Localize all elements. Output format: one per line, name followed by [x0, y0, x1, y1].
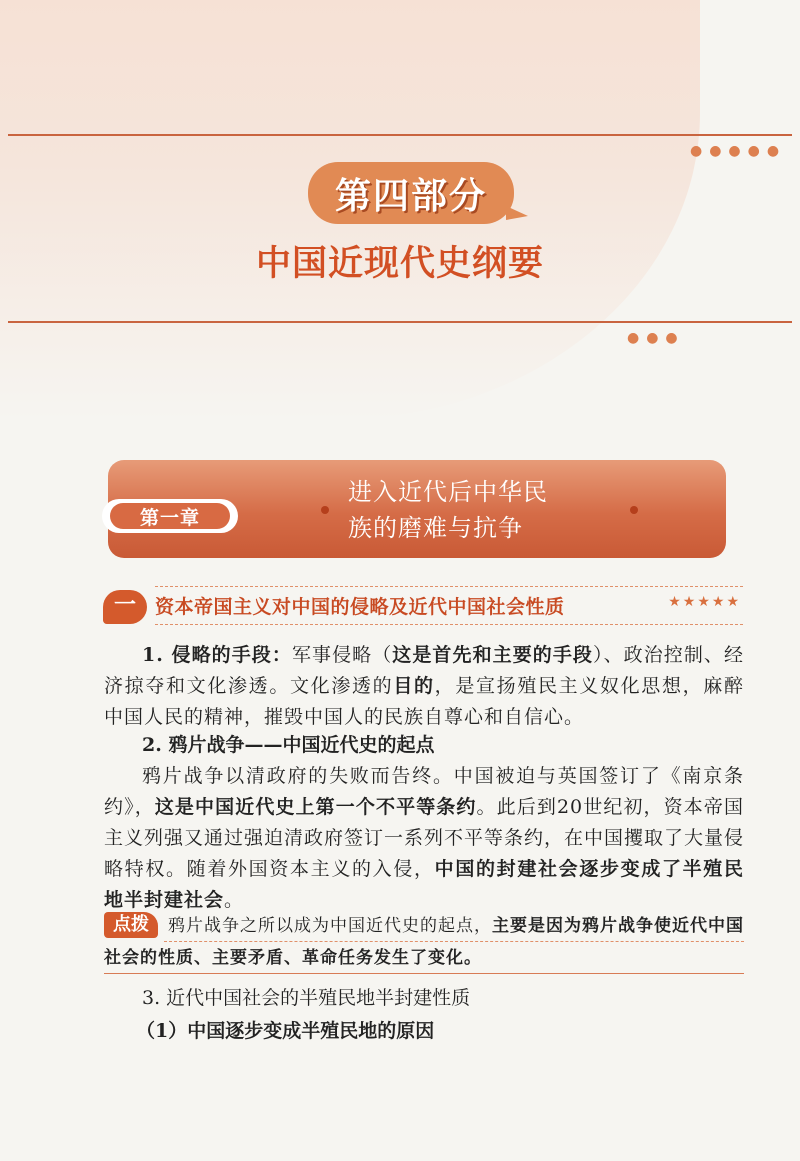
part-subtitle: 中国近现代史纲要 — [255, 244, 544, 284]
p2-text-a: 鸦片战争以清政府的失败而告终。中国被迫与英国签订了《南京条约》， — [104, 765, 744, 818]
p1-heading: 1. 侵略的手段： — [142, 644, 292, 666]
paragraph-1 — [104, 640, 744, 733]
tip-bottom-rule — [104, 973, 744, 974]
p1-text-c: ）、政治控制、经济掠夺和文化渗透。文化渗透的 — [104, 644, 744, 697]
banner-dot-left — [321, 506, 329, 514]
p2-emphasis-treaty: 这是中国近代史上第一个不平等条约 — [154, 796, 477, 818]
heading-2: 2. 鸦片战争——中国近代史的起点 — [142, 734, 435, 756]
part-badge — [308, 162, 514, 224]
dots-decoration-top: ●●●●● — [690, 143, 787, 159]
chapter-label-pill — [102, 499, 238, 533]
p1-emphasis: 这是首先和主要的手段 — [392, 644, 593, 666]
chapter-title-line2: 族的磨难与抗争 — [348, 514, 523, 542]
chapter-label: 第一章 — [110, 503, 230, 529]
tip-label: 点拨 — [104, 912, 158, 938]
chapter-title-line1: 进入近代后中华民 — [348, 478, 548, 506]
section-dash-top — [155, 586, 743, 587]
tip-dash-rule — [164, 941, 744, 942]
section-number-badge: 一 — [103, 590, 147, 624]
tip-box — [104, 910, 744, 970]
section-heading — [103, 584, 743, 630]
p1-emphasis-purpose: 目的 — [393, 675, 435, 697]
p2-text-e: 。 — [224, 889, 245, 911]
section-dash-bottom — [155, 624, 743, 625]
importance-stars: ★★★★★ — [668, 594, 741, 610]
tip-emphasis: 主要是因为鸦片战争使近代中国社会的性质、主要矛盾、革命任务发生了变化 — [104, 916, 744, 968]
tip-text — [104, 910, 744, 974]
tip-text-a: 鸦片战争之所以成为中国近代史的起点， — [168, 916, 492, 936]
tip-text-c: 。 — [464, 948, 482, 968]
top-rule — [8, 134, 792, 136]
heading-3: 3. 近代中国社会的半殖民地半封建性质 — [142, 987, 471, 1009]
section-title: 资本帝国主义对中国的侵略及近代中国社会性质 — [155, 596, 565, 618]
p1-text-e: ，是宣扬殖民主义奴化思想，麻醉中国人民的精神，摧毁中国人的民族自尊心和自信心。 — [104, 675, 744, 728]
part-title: 第四部分 — [334, 175, 487, 217]
heading-3-1: （1）中国逐步变成半殖民地的原因 — [136, 1020, 435, 1042]
p2-emphasis-society: 中国的封建社会逐步变成了半殖民地半封建社会 — [104, 858, 744, 911]
dots-decoration-bottom: ●●● — [627, 330, 685, 346]
p2-text-c: 。此后到20世纪初，资本帝国主义列强又通过强迫清政府签订一系列不平等条约，在中国攫取了大量侵略特权。随着外国资本主义的入侵， — [104, 796, 745, 880]
chapter-title — [348, 474, 598, 546]
paragraph-2 — [104, 761, 744, 916]
banner-dot-right — [630, 506, 638, 514]
bottom-rule — [8, 321, 792, 323]
p1-text-a: 军事侵略（ — [291, 644, 393, 666]
